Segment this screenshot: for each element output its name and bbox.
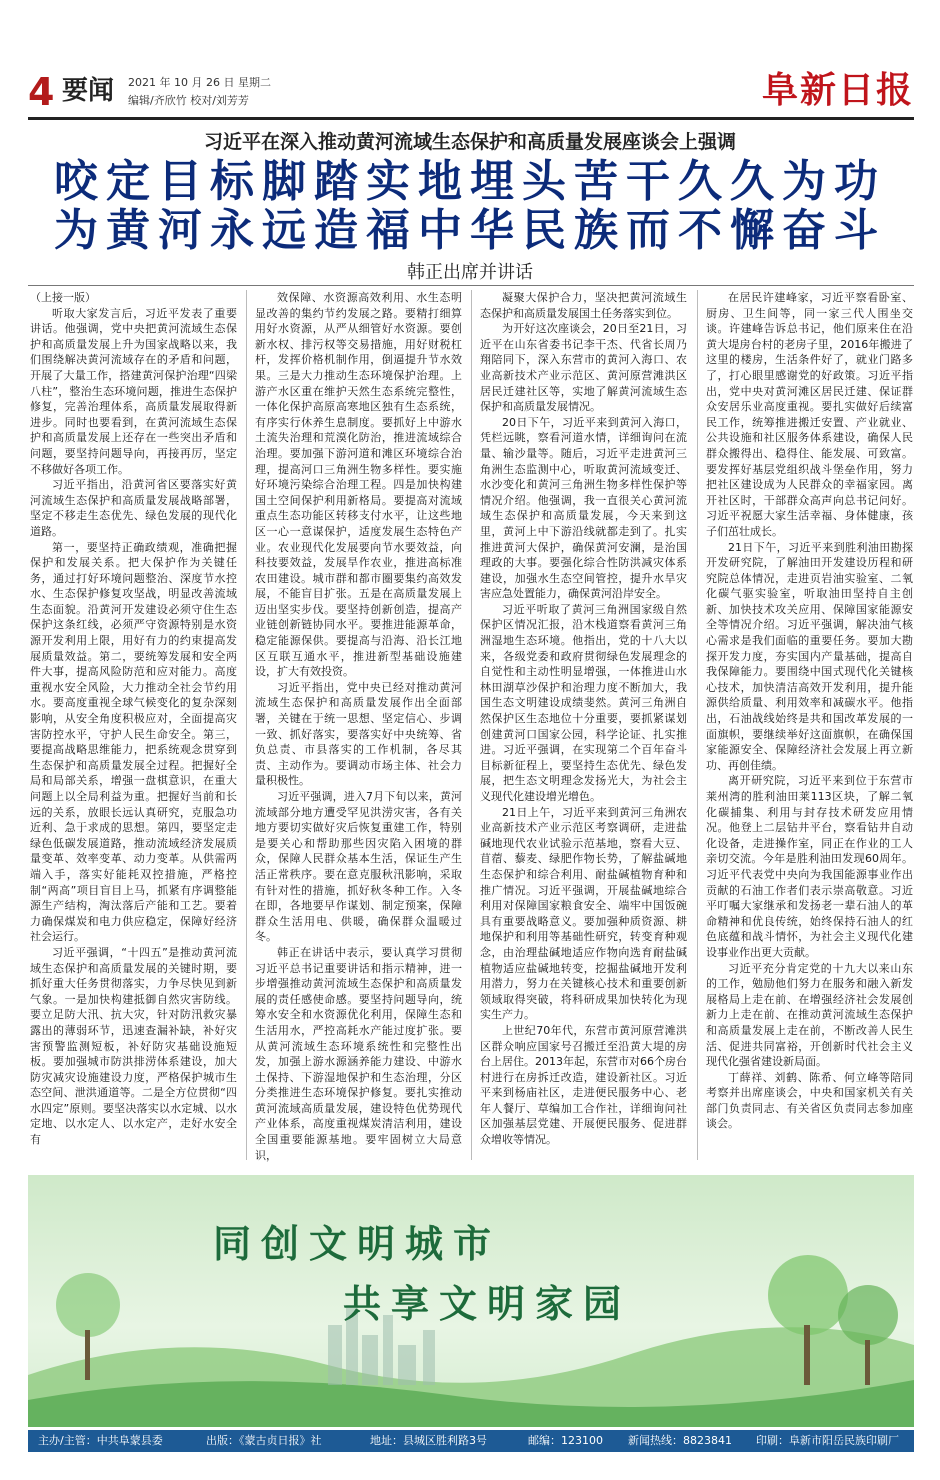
article-paragraph: 21日上午，习近平来到黄河三角洲农业高新技术产业示范区考察调研，走进盐碱地现代农业试验示范基地，察看大豆、苜蓿、藜麦、绿肥作物长势，了解盐碱地生态保护和综合利用、耐盐碱植物育种和推广情况。习近平强调，开展盐碱地综合利用对保障国家粮食安全、端牢中国饭碗具有重要战略意义。要加强种质资源、耕地保护和利用等基础性研究，转变育种观念，由治理盐碱地适应作物向选育耐盐碱植物适应盐碱地转变，挖掘盐碱地开发利用潜力，努力在关键核心技术和重要创新领域取得突破，将科研成果加快转化为现实生产力。 (480, 805, 687, 1022)
subheadline: 韩正出席并讲话 (407, 262, 533, 283)
headline-line-1: 咬定目标脚踏实地埋头苦干久久为功 (54, 156, 886, 207)
article-paragraph: 上世纪70年代，东营市黄河原营滩洪区群众响应国家号召搬迁至沿黄大堤的房台上居住。2013年起，东营市对66个房台村进行在房拆迁改造，建设新社区。习近平来到杨庙社区，走进便民服务中心、老年人餐厅、草编加工合作社，详细询问社区加强基层党建、开展便民服务、促进群众增收等情况。 (480, 1023, 687, 1147)
article-paragraph: 离开研究院，习近平来到位于东营市莱州湾的胜利油田莱113区块，了解二氧化碳捕集、利用与封存技术研发应用情况。他登上二层钻井平台，察看钻井自动化设备，走进操作室，同正在作业的工人亲切交流。今年是胜利油田发现60周年。习近平代表党中央向为我国能源事业作出贡献的石油工作者们表示崇高敬意。习近平叮嘱大家继承和发扬老一辈石油人的革命精神和优良传统，始终保持石油人的红色底蕴和战斗情怀，为社会主义现代化建设事业作出更大贡献。 (706, 774, 913, 959)
article-paragraph: 习近平指出，党中央已经对推动黄河流域生态保护和高质量发展作出全面部署，关键在于统一思想、坚定信心、步调一致、抓好落实，要落实好中央统筹、省负总责、市县落实的工作机制，各尽其责、主动作为。要调动市场主体、社会力量积极性。 (255, 680, 462, 788)
article-paragraph: 为开好这次座谈会，20日至21日，习近平在山东省委书记李干杰、代省长周乃翔陪同下，深入东营市的黄河入海口、农业高新技术产业示范区、黄河原营滩洪区居民迁建社区等，实地了解黄河流域生态保护和高质量发展情况。 (480, 322, 687, 414)
article-paragraph: 在居民许建峰家，习近平察看卧室、厨房、卫生间等，同一家三代人围坐交谈。许建峰告诉总书记，他们原来住在沿黄大堤房台村的老房子里，2016年搬进了这里的楼房，生活条件好了，就业门路多了，打心眼里感谢党的好政策。习近平指出，党中央对黄河滩区居民迁建、保证群众安居乐业高度重视。要扎实做好后续富民工作，统筹推进搬迁安置、产业就业、公共设施和社区服务体系建设，确保人民群众搬得出、稳得住、能发展、可致富。要发挥好基层党组织战斗堡垒作用，努力把社区建设成为人民群众的幸福家园。离开社区时，干部群众高声向总书记问好。习近平祝愿大家生活幸福、身体健康，孩子们茁壮成长。 (706, 291, 913, 538)
article-paragraph: 20日下午，习近平来到黄河入海口，凭栏远眺，察看河道水情，详细询问在流量、输沙量等。随后，习近平走进黄河三角洲生态监测中心，听取黄河流域变迁、水沙变化和黄河三角洲生物多样性保护等情况介绍。他强调，我一直很关心黄河流域生态保护和高质量发展，今天来到这里，黄河上中下游沿线就都走到了。扎实推进黄河大保护，确保黄河安澜，是治国理政的大事。要强化综合性防洪减灾体系建设，加强水生态空间管控，提升水旱灾害应急处置能力，确保黄河沿岸安全。 (480, 415, 687, 601)
article-column-3 (480, 290, 687, 1165)
footer-postcode: 邮编：123100 (528, 1434, 603, 1447)
page-header (28, 70, 914, 114)
banner-slogan-line-2: 共享文明家园 (343, 1282, 632, 1326)
article-paragraph: 丁薛祥、刘鹤、陈希、何立峰等陪同考察并出席座谈会，中央和国家机关有关部门负责同志、有关省区负责同志参加座谈会。 (706, 1070, 913, 1131)
article-paragraph: 凝聚大保护合力，坚决把黄河流域生态保护和高质量发展国土任务落实到位。 (480, 291, 687, 320)
civilization-banner (28, 1175, 914, 1427)
article-paragraph: 21日下午，习近平来到胜利油田勘探开发研究院，了解油田开发建设历程和研究院总体情况，走进页岩油实验室、二氧化碳气驱实验室，听取油田坚持自主创新、加快技术攻关应用、保障国家能源安全等情况介绍。习近平强调，解决油气核心需求是我们面临的重要任务。要加大勘探开发力度，夯实国内产量基础，提高自我保障能力。要围绕中国式现代化关键核心技术，加快清洁高效开发利用，提升能源供给质量、利用效率和减碳水平。他指出，石油战线始终是共和国改革发展的一面旗帜，要继续举好这面旗帜，在确保国家能源安全、保障经济社会发展上再立新功、再创佳绩。 (706, 540, 913, 772)
editors-line: 编辑/齐欣竹 校对/刘芳芳 (128, 94, 249, 107)
article-paragraph: 韩正在讲话中表示，要认真学习贯彻习近平总书记重要讲话和指示精神，进一步增强推动黄河流域生态保护和高质量发展的责任感使命感。要坚持问题导向，统筹水安全和水资源优化利用，保障生态和生活用水，严控高耗水产能过度扩张。要从黄河流域生态环境系统性和完整性出发，加强上游水源涵养能力建设、中游水土保持、下游湿地保护和生态治理，分区分类推进生态环境保护修复。要扎实推动黄河流域高质量发展，建设特色优势现代产业体系，高度重视煤炭清洁利用，建设全国重要能源基地。要牢固树立大局意识， (255, 945, 462, 1162)
article-column-2 (255, 290, 462, 1165)
article-paragraph: 习近平指出，沿黄河省区要落实好黄河流域生态保护和高质量发展战略部署，坚定不移走生态优先、绿色发展的现代化道路。 (30, 478, 237, 538)
headline-line-2: 为黄河永远造福中华民族而不懈奋斗 (54, 205, 886, 256)
column-divider (246, 290, 247, 1160)
article-paragraph: 第一，要坚持正确政绩观，准确把握保护和发展关系。把大保护作为关键任务，通过打好环境问题整治、深度节水控水、生态保护修复攻坚战，明显改善流域生态面貌。沿黄河开发建设必须守住生态保护这条红线，必须严守资源特别是水资源开发利用上限，用好有力的约束提高发展质量效益。第二，要统筹发展和安全两件大事，提高风险防范和应对能力。高度重视水安全风险，大力推动全社会节约用水。要高度重视全球气候变化的复杂深刻影响，从安全角度积极应对，全面提高灾害防控水平，守护人民生命安全。第三，要提高战略思维能力，把系统观念贯穿到生态保护和高质量发展全过程。把握好全局和局部关系，增强一盘棋意识，在重大问题上以全局利益为重。把握好当前和长远的关系，放眼长远认真研究，克服急功近利、急于求成的思想。第四，要坚定走绿色低碳发展道路，推动流域经济发展质量变革、效率变革、动力变革。从供需两端入手，落实好能耗双控措施，严格控制“两高”项目盲目上马，抓紧有序调整能源生产结构，淘汰落后产能和工艺。要着力确保煤炭和电力供应稳定，保障好经济社会运行。 (30, 540, 237, 944)
headline-rule (28, 285, 914, 286)
section-title: 要闻 (62, 76, 115, 106)
article-paragraph: 习近平强调，“十四五”是推动黄河流域生态保护和高质量发展的关键时期，要抓好重大任务贯彻落实，力争尽快见到新气象。一是加快构建抵御自然灾害防线。要立足防大汛、抗大灾，针对防汛救灾暴露出的薄弱环节，迅速查漏补缺，补好灾害预警监测短板，补好防灾基础设施短板。要加强城市防洪排涝体系建设，加大防灾减灾设施建设力度，严格保护城市生态空间、泄洪通道等。二是全方位贯彻“四水四定”原则。要坚决落实以水定城、以水定地、以水定人、以水定产，走好水安全有 (30, 945, 237, 1147)
article-paragraph: 习近平充分肯定党的十九大以来山东的工作，勉励他们努力在服务和融入新发展格局上走在前、在增强经济社会发展创新力上走在前、在推动黄河流域生态保护和高质量发展上走在前，不断改善人民生活、促进共同富裕，开创新时代社会主义现代化强省建设新局面。 (706, 961, 913, 1069)
footer-printer: 印刷：阜新市阳岳民族印刷厂 (756, 1434, 899, 1447)
issue-date: 2021 年 10 月 26 日 星期二 (128, 76, 271, 89)
column-divider (697, 290, 698, 1160)
article-column-1 (30, 290, 237, 1165)
footer-sponsor: 主办/主管：中共阜蒙县委 (38, 1434, 163, 1447)
article-paragraph: 习近平强调，进入7月下旬以来，黄河流域部分地方遭受罕见洪涝灾害，各有关地方要切实做好灾后恢复重建工作，特别是要关心和帮助那些因灾陷入困境的群众，保障人民群众基本生活，保证生产生活正常秩序。要在意克服秋汛影响，采取有针对性的措施，抓好秋冬种工作。入冬在即，各地要早作谋划、制定预案，保障群众生活用电、供暖，确保群众温暖过冬。 (255, 790, 462, 944)
footer-phone: 新闻热线：8823841 (628, 1434, 732, 1447)
article-paragraph: 习近平听取了黄河三角洲国家级自然保护区情况汇报，沿木栈道察看黄河三角洲湿地生态环境。他指出，党的十八大以来，各级党委和政府贯彻绿色发展理念的自觉性和主动性明显增强，一体推进山水林田湖草沙保护和治理力度不断加大，我国生态文明建设成绩斐然。黄河三角洲自然保护区生态地位十分重要，要抓紧谋划创建黄河口国家公园，科学论证、扎实推进。习近平强调，在实现第二个百年奋斗目标新征程上，要坚持生态优先、绿色发展，把生态文明理念发扬光大，为社会主义现代化建设增光增色。 (480, 602, 687, 803)
article-paragraph: （上接一版） (30, 291, 96, 304)
footer-address: 地址：县城区胜利路3号 (370, 1434, 487, 1447)
headline-kicker: 习近平在深入推动黄河流域生态保护和高质量发展座谈会上强调 (203, 131, 736, 153)
banner-slogan-line-1: 同创文明城市 (213, 1222, 502, 1266)
article-body (30, 290, 914, 1165)
article-paragraph: 效保障、水资源高效利用、水生态明显改善的集约节约发展之路。要精打细算用好水资源，从严从细管好水资源。要创新水权、排污权等交易措施，用好财税杠杆，发挥价格机制作用，倒逼提升节水效果。三是大力推动生态环境保护治理。上游产水区重在维护天然生态系统完整性，一体化保护高原高寒地区独有生态系统，有序实行休养生息制度。要抓好上中游水土流失治理和荒漠化防治，推进流域综合治理。要加强下游河道和滩区环境综合治理，提高河口三角洲生物多样性。要实施好环境污染综合治理工程。四是加快构建国土空间保护利用新格局。要提高对流域重点生态功能区转移支付水平，让这些地区一心一意谋保护，适度发展生态特色产业。农业现代化发展要向节水要效益，向科技要效益，发展旱作农业，推进高标准农田建设。城市群和都市圈要集约高效发展，不能盲目扩张。五是在高质量发展上迈出坚实步伐。要坚持创新创造，提高产业链创新链协同水平。要推进能源革命，稳定能源保供。要提高与沿海、沿长江地区互联互通水平，推进新型基础设施建设，扩大有效投资。 (255, 291, 462, 679)
imprint-footer (28, 1430, 914, 1452)
article-column-4 (706, 290, 913, 1165)
article-paragraph: 听取大家发言后，习近平发表了重要讲话。他强调，党中央把黄河流域生态保护和高质量发展上升为国家战略以来，我们围绕解决黄河流域存在的矛盾和问题，开展了大量工作，搭建黄河保护治理“四梁八柱”，整治生态环境问题，推进生态保护修复，完善治理体系，高质量发展取得新进步。同时也要看到，在黄河流域生态保护和高质量发展上还存在一些突出矛盾和问题，要坚持问题导向，再接再厉，坚定不移做好各项工作。 (30, 306, 237, 476)
newspaper-masthead: 阜新日报 (761, 69, 914, 111)
footer-publisher: 出版：《蒙古贞日报》社 (206, 1434, 322, 1447)
page-number: 4 (28, 70, 55, 114)
header-rule (28, 117, 914, 120)
column-divider (471, 290, 472, 1160)
